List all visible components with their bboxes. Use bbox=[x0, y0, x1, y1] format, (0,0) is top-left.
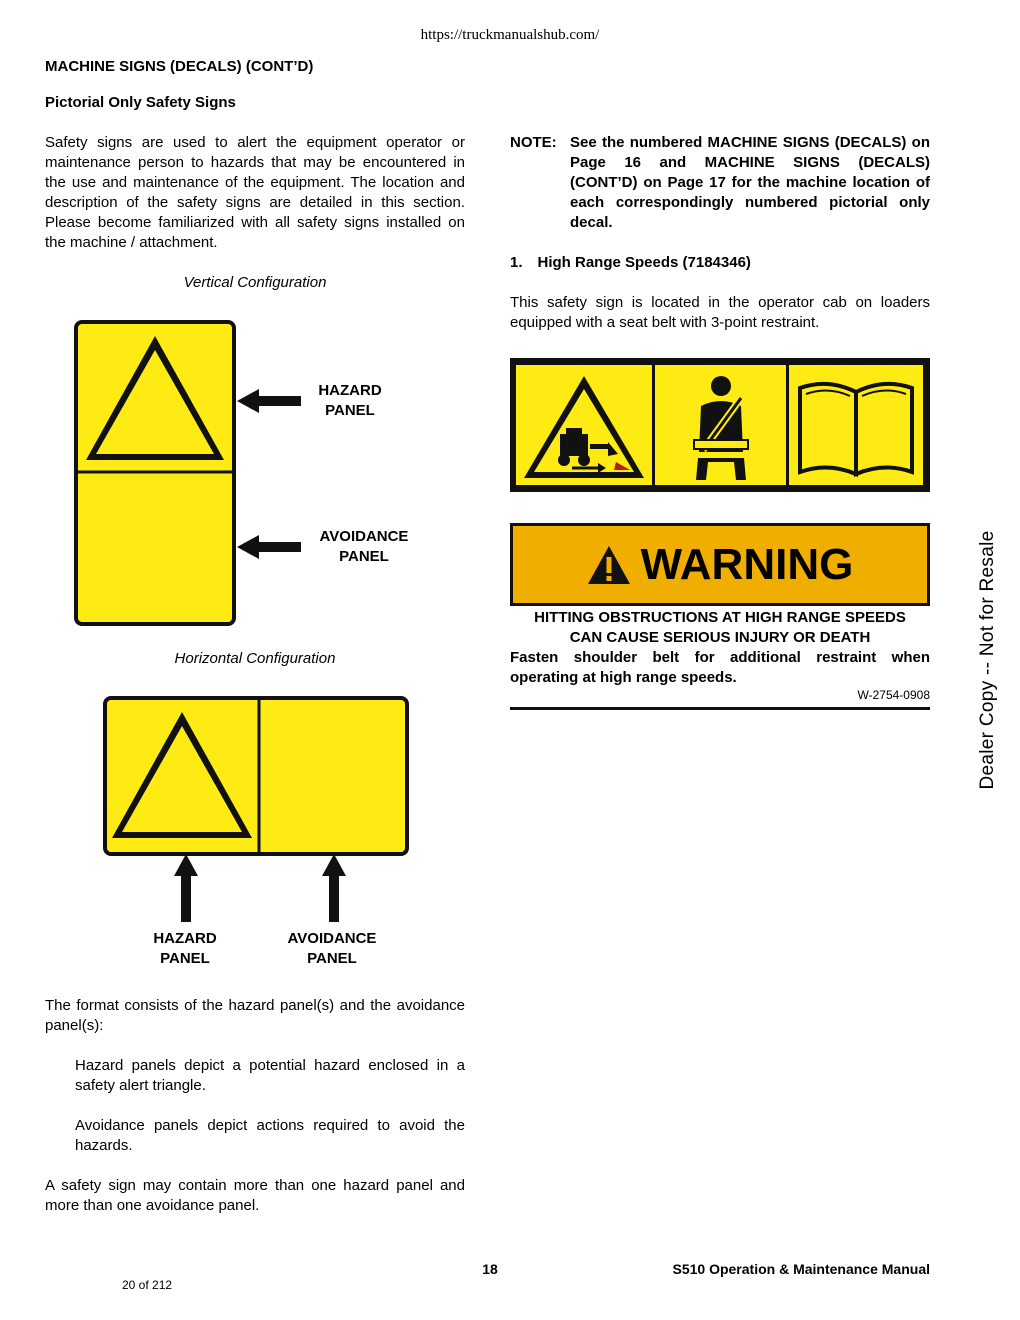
page-count: 20 of 212 bbox=[122, 1278, 173, 1292]
manual-title: S510 Operation & Maintenance Manual bbox=[672, 1261, 930, 1277]
warning-headline: HITTING OBSTRUCTIONS AT HIGH RANGE SPEEDS CAN CAUSE SERIOUS INJURY OR DEATH bbox=[534, 609, 906, 646]
vertical-avoidance-label: AVOIDANCE PANEL bbox=[319, 528, 409, 565]
warning-divider bbox=[510, 707, 930, 710]
format-paragraph: The format consists of the hazard panel(s) and the avoidance panel(s): bbox=[45, 997, 465, 1034]
warning-word: WARNING bbox=[640, 539, 854, 589]
subsection-title: Pictorial Only Safety Signs bbox=[45, 94, 236, 111]
warning-code: W-2754-0908 bbox=[857, 688, 930, 702]
horizontal-caption: Horizontal Configuration bbox=[174, 650, 336, 667]
section-title: MACHINE SIGNS (DECALS) (CONT’D) bbox=[45, 58, 314, 75]
intro-paragraph: Safety signs are used to alert the equipment operator or maintenance person to hazards that may be encountered in the use and maintenance of the equipment. The location and description of the safety signs are detailed in this section. Please become familiarized with all safety signs installed on the machine / attachment. bbox=[45, 134, 465, 251]
manual-book-icon bbox=[800, 384, 912, 474]
vertical-decal-illustration bbox=[74, 320, 236, 626]
note-label: NOTE: bbox=[510, 134, 557, 151]
warning-text: Fasten shoulder belt for additional restraint when operating at high range speeds. bbox=[510, 649, 930, 686]
pictorial-decal bbox=[510, 358, 930, 492]
warning-triangle-icon bbox=[587, 545, 631, 585]
vertical-caption: Vertical Configuration bbox=[183, 274, 327, 291]
vertical-hazard-label: HAZARD PANEL bbox=[318, 382, 382, 419]
avoidance-description: Avoidance panels depict actions required to avoid the hazards. bbox=[75, 1117, 465, 1154]
arrow-up-icon bbox=[322, 854, 346, 922]
arrow-left-icon bbox=[237, 535, 303, 559]
arrow-up-icon bbox=[174, 854, 198, 922]
source-url: https://truckmanualshub.com/ bbox=[420, 27, 600, 43]
horizontal-decal-illustration bbox=[103, 696, 409, 856]
closing-paragraph: A safety sign may contain more than one hazard panel and more than one avoidance panel. bbox=[45, 1177, 465, 1214]
page-number: 18 bbox=[482, 1261, 498, 1277]
horizontal-hazard-label: HAZARD PANEL bbox=[153, 930, 217, 967]
arrow-left-icon bbox=[237, 389, 303, 413]
warning-banner bbox=[510, 523, 930, 606]
hazard-description: Hazard panels depict a potential hazard enclosed in a safety alert triangle. bbox=[75, 1057, 465, 1094]
note-text: See the numbered MACHINE SIGNS (DECALS) on Page 16 and MACHINE SIGNS (DECALS) (CONT’D) on Page 17 for the machine location of each correspondingly numbered pictorial only decal. bbox=[570, 134, 930, 231]
note-block bbox=[510, 133, 930, 233]
horizontal-avoidance-label: AVOIDANCE PANEL bbox=[287, 930, 377, 967]
dealer-copy-watermark: Dealer Copy -- Not for Resale bbox=[977, 530, 998, 790]
item-description: This safety sign is located in the operator cab on loaders equipped with a seat belt with 3-point restraint. bbox=[510, 294, 930, 331]
item-heading: 1. High Range Speeds (7184346) bbox=[510, 254, 751, 271]
